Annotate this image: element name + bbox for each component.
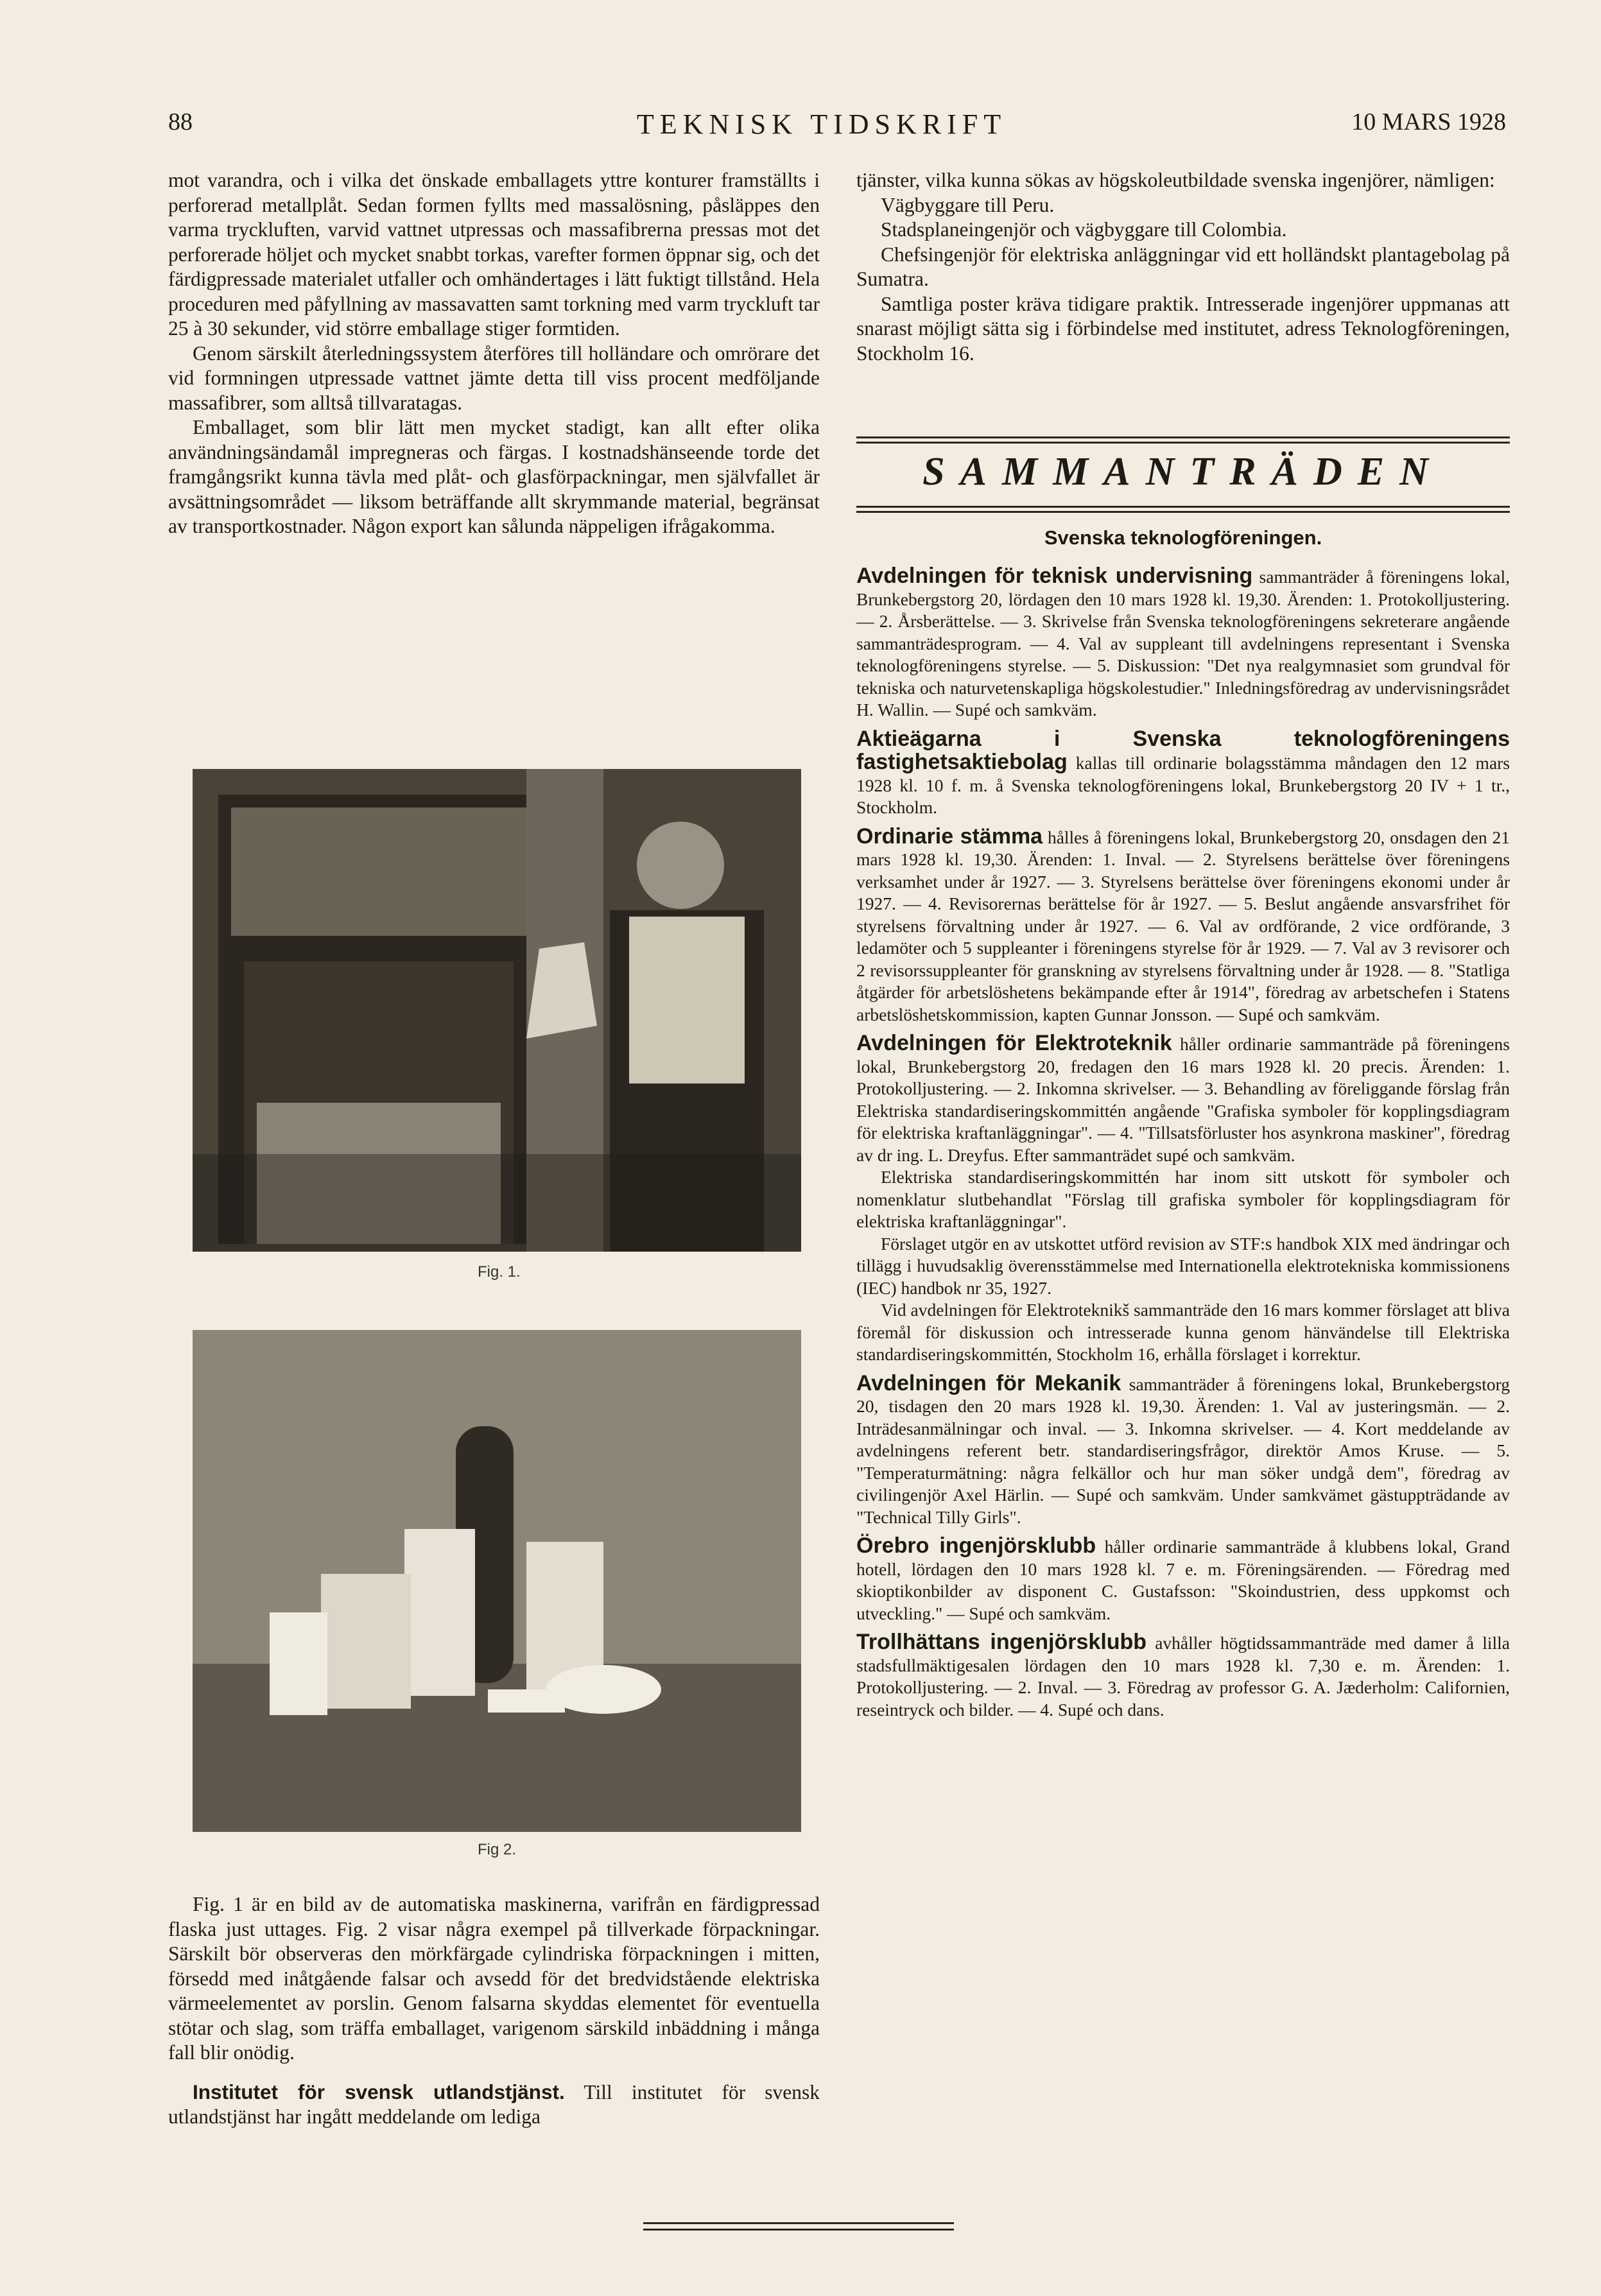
- meeting-entry: [856, 1372, 1510, 1529]
- job-item: Chefsingenjör för elektriska anläggningar vid ett holländskt plantagebolag på Sumatra.: [856, 243, 1510, 290]
- meeting-text: hålles å föreningens lokal, Brunkebergstorg 20, onsdagen den 21 mars 1928 kl. 19,30. Ärenden: 1. Inval. — 2. Styrelsens berättelse över föreningens verksamhet under år 1927. — 3. Styrelsens berättelse över föreningens ekonomi under år 1927. — 4. Revisorernas berättelse för år 1927. — 5. Beslut angående ansvarsfrihet för styrelsens förvaltning under år 1927. — 6. Val av ordförande, 2 vice ordförande, 3 ledamöter och 5 suppleanter i föreningens styrelse för år 1929. — 7. Val av 3 revisorer och 2 revisorssuppleanter för granskning av styrelsens förvaltning under år 1928. — 8. "Statliga åtgärder för arbetslöshetens bekämpande efter år 1914", föredrag av arbetschefen i Statens arbetslöshetskommission, kapten Gunnar Jonsson. — Supé och samkväm.: [856, 827, 1510, 1024]
- meeting-entry: [856, 1631, 1510, 1721]
- bottom-rule-2: [643, 2229, 954, 2231]
- job-intro: tjänster, vilka kunna sökas av högskoleutbildade svenska ingenjörer, nämligen:: [856, 169, 1495, 191]
- banner-top-rule-2: [856, 442, 1510, 444]
- meeting-heading: Örebro ingenjörsklubb: [856, 1533, 1096, 1558]
- journal-title: TEKNISK TIDSKRIFT: [636, 108, 1007, 140]
- figure-description: Fig. 1 är en bild av de automatiska maskinerna, varifrån en färdigpressad flaska just uttages. Fig. 2 visar några exempel på tillverkade förpackningar. Särskilt bör observeras den mörkfärgade cylindriska förpackningen i mitten, försedd med inåtgående falsar och avsedd för det bredvidstående elektriska värmeelementet av porslin. Genom falsarna skyddas elementet för eventuella stötar och slag, som träffa emballaget, varigenom särskild inbäddning i många fall blir onödig.: [168, 1893, 820, 2064]
- meeting-entry: [856, 825, 1510, 1026]
- bottom-rule: [643, 2222, 954, 2224]
- right-column-top: [856, 168, 1510, 366]
- banner-top-rule: [856, 436, 1510, 438]
- meeting-heading: Avdelningen för Mekanik: [856, 1370, 1121, 1395]
- meeting-text: håller ordinarie sammanträde å klubbens lokal, Grand hotell, lördagen den 10 mars 1928 kl. 7 e. m. Föreningsärenden. — Föredrag med skioptikonbilder av disponent C. Gustafsson: "Skoindustrien, dess uppkomst och utveckling." — Supé och samkväm.: [856, 1537, 1510, 1623]
- meeting-text: avhåller högtidssammanträde med damer å lilla stadsfullmäktigesalen lördagen den 10 mars 1928 kl. 7,30 e. m. Ärenden: 1. Protokolljustering. — 2. Inval. — 3. Föredrag av professor G. A. Jæderholm: Californien, reseintryck och bilder. — 4. Supé och dans.: [856, 1633, 1510, 1720]
- machine-photo-illustration: [193, 769, 801, 1252]
- subheading: Svenska teknologföreningen.: [1044, 526, 1322, 549]
- meeting-heading: Aktieägarna i Svenska teknologföreningens fastighetsaktiebolag: [856, 726, 1510, 774]
- meeting-heading: Avdelningen för teknisk undervisning: [856, 564, 1253, 588]
- meeting-entry: [856, 565, 1510, 721]
- institute-heading: Institutet för svensk utlandstjänst.: [193, 2080, 565, 2103]
- banner-bottom-rule-2: [856, 511, 1510, 513]
- left-column-bottom: [168, 1892, 820, 2130]
- meeting-note: Elektriska standardiseringskommittén har inom sitt utskott för symboler och nomenklatur slutbehandlat "Förslag till grafiska symboler för kopplingsdiagram för elektriska kraftanläggningar".: [856, 1167, 1510, 1231]
- institute-paragraph: [168, 2080, 820, 2130]
- meeting-heading: Trollhättans ingenjörsklubb: [856, 1630, 1147, 1654]
- meeting-note: Förslaget utgör en av utskottet utförd revision av STF:s handbok XIX med ändringar och tillägg i huvudsaklig överensstämmelse med Internationella elektrotekniska kommissionens (IEC) handbok nr 35, 1927.: [856, 1233, 1510, 1298]
- issue-date: 10 MARS 1928: [1351, 108, 1506, 135]
- job-item: Stadsplaneingenjör och vägbyggare till Colombia.: [881, 218, 1287, 241]
- paragraph: Genom särskilt återledningssystem återföres till holländare och omrörare det vid formningen utpressade vattnet jämte detta till viss procent medföljande massafibrer, som alltså tillvaratagas.: [168, 341, 820, 414]
- meeting-text: håller ordinarie sammanträde på föreningens lokal, Brunkebergstorg 20, fredagen den 16 mars 1928 kl. 20 precis. Ärenden: 1. Protokolljustering. — 2. Inkomna skrivelser. — 3. Behandling av föreliggande förslag från Elektriska standardiseringskommittén angående "Grafiska symboler för kopplingsdiagram för elektriska kraftanläggningar". — 4. "Tillsatsförluster hos asynkrona maskiner", föredrag av dr ing. L. Dreyfus. Efter sammanträdet supé och samkväm.: [856, 1034, 1510, 1165]
- meeting-text: kallas till ordinarie bolagsstämma måndagen den 12 mars 1928 kl. 10 f. m. å Svenska teknologföreningens lokal, Brunkebergstorg 20 IV + 1 tr., Stockholm.: [856, 753, 1510, 817]
- job-outro: Samtliga poster kräva tidigare praktik. Intresserade ingenjörer uppmanas att snarast möjligt sätta sig i förbindelse med institutet, adress Teknologföreningen, Stockholm 16.: [856, 292, 1510, 365]
- left-column-top: [168, 168, 820, 539]
- meeting-entry: [856, 1032, 1510, 1166]
- section-banner: SAMMANTRÄDEN: [922, 450, 1444, 494]
- institute-text: Till institutet för svensk utlandstjänst har ingått meddelande om lediga: [168, 2080, 820, 2128]
- meeting-entry: [856, 1535, 1510, 1625]
- meeting-text: sammanträder å föreningens lokal, Brunkebergstorg 20, lördagen den 10 mars 1928 kl. 19,30. Ärenden: 1. Protokolljustering. — 2. Årsberättelse. — 3. Skrivelse från Svenska teknologföreningens sekreterare angående sammanträdesprogram. — 4. Val av suppleant till avdelningens representant i Svenska teknologföreningens styrelse. — 5. Diskussion: "Det nya realgymnasiet som grundval för tekniska och naturvetenskapliga högskolestudier." Inledningsföredrag av undervisningsrådet H. Wallin. — Supé och samkväm.: [856, 567, 1510, 720]
- meetings-list: [856, 558, 1510, 1721]
- figure-1-caption: Fig. 1.: [478, 1263, 521, 1281]
- figure-1-photo: [193, 769, 801, 1252]
- paragraph: mot varandra, och i vilka det önskade emballagets yttre konturer framställts i perforerad metallplåt. Sedan formen fyllts med massalösning, påsläppes den varma tryckluften, varvid vattnet utpressas och massafibrerna pressas mot det perforerade höljet och mycket snabbt torkas, varefter formen öppnar sig, och det färdigpressade materialet utfaller och omhändertages i lätt fuktigt tillstånd. Hela proceduren med påfyllning av massavatten samt torkning med varm tryckluft tar 25 à 30 sekunder, vid större emballage stiger formtiden.: [168, 169, 820, 340]
- page-number: 88: [168, 108, 193, 135]
- figure-2-caption: Fig 2.: [478, 1841, 517, 1858]
- job-item: Vägbyggare till Peru.: [881, 193, 1055, 216]
- figure-2-photo: [193, 1330, 801, 1832]
- meeting-heading: Ordinarie stämma: [856, 824, 1043, 849]
- packaging-photo-illustration: [193, 1330, 801, 1832]
- meeting-note: Vid avdelningen för Elektroteknikš sammanträde den 16 mars kommer förslaget att bliva föremål för diskussion och intresserade kunna genom hänvändelse till Elektriska standardiseringskommittén, Stockholm 16, erhålla förslaget i korrektur.: [856, 1300, 1510, 1364]
- meeting-heading: Avdelningen för Elektroteknik: [856, 1031, 1172, 1055]
- paragraph: Emballaget, som blir lätt men mycket stadigt, kan allt efter olika användningsändamål impregneras och färgas. I kostnadshänseende torde det framgångsrikt kunna tävla med plåt- och glasförpackningar, men självfallet är avsättningsområdet — liksom beträffande allt skrymmande material, begränsat av transportkostnader. Någon export kan sålunda näppeligen ifrågakomma.: [168, 416, 820, 537]
- meeting-entry: [856, 728, 1510, 819]
- meeting-text: sammanträder å föreningens lokal, Brunkebergstorg 20, tisdagen den 20 mars 1928 kl. 19,30. Ärenden: 1. Val av justeringsmän. — 2. Inträdesanmälningar och inval. — 3. Inkomna skrivelser. — 4. Kort meddelande av avdelningens referent betr. standardiseringsfrågor, direktör Amos Kruse. — 5. "Temperaturmätning: några felkällor och hur man söker undgå dem", föredrag av civilingenjör Axel Härlin. — Supé och samkväm. Under samkvämet gästuppträdande av "Technical Tilly Girls".: [856, 1374, 1510, 1527]
- banner-bottom-rule: [856, 506, 1510, 508]
